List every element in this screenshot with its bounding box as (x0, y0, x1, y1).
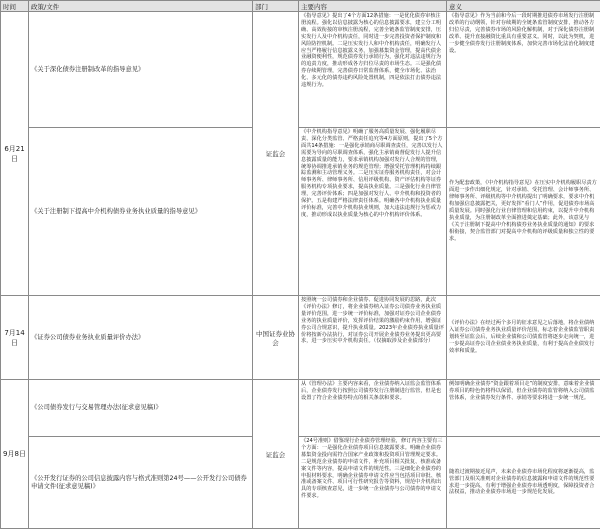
policy-cell: 《公司债券发行与交易管理办法(征求意见稿)》 (29, 380, 253, 437)
content-cell: 从《管理办法》主要内容来看，企业债券纳入证监会监管体系后，企业债券发行按照公司债券发行注册制进行监管，但是也设置了符合企业债券特点的相关条款和要求。 (299, 380, 447, 437)
date-cell: 6月21日 (1, 12, 29, 296)
content-cell: 《中介机构指导意见》明确了服务高质量发展、强化履职尽责、深化分类监管、严格责任追究等4方面原则，提出了5个方面共14条措施：一是强化承销商尽职调查责任，完善以发行人需要为导向的尽职调查体系，强化主承销商督促发行人提升信息披露质量的能力，要求承销机构加强对发行人合规的管理，统筹协调推进承销业务的规范管理；增强受托管理机构持续跟踪监测和主动管理义务。二是压实证券服务机构责任，对会计师事务所、律师事务所、信用评级机构、资产评估机构等证券服务机构专项执业要求，提高执业质量。三是强化行业自律管理，完善评价体系；四是加强对发行人、中介机构和投资者的保护。五是构建严格法律责任体系。明确各中介机构执业质量评价标准，完善中介机构执业规则，加大违法违规行为惩戒力度，推动形成以执业质量为核心的中介机构评价体系。 (299, 128, 447, 296)
policy-cell: 《公开发行证券的公司信息披露内容与格式准则第24号——公开发行公司债券申请文件(征求意见稿)》 (29, 437, 253, 529)
dept-cell: 证监会 (253, 380, 299, 529)
table-row (1, 296, 600, 380)
table-row (1, 128, 600, 296)
dept-cell: 中国证券业协会 (253, 296, 299, 380)
meaning-cell: 作为配套政策，《中介机构指导意见》在压实中介机构履职尽责方面进一步作出细化规定，针对承销、受托管理、会计师事务所、律师事务所、评级机构等中介机构提出了明确要求，要求中介机构加强信息披露把关，更好发挥“看门人”作用，促进债券市场高质量发展。同时强化行业自律管理和信用约束，以提升中介机构执业质量，为注册制改革全面推进奠定基础；此外，该意见与《关于注册制下提高中介机构债券业务执业质量的通知》的要求相衔接，契合监管部门对提高中介机构的评级质量和独立性的要求。 (447, 128, 600, 296)
table-row (1, 380, 600, 437)
date-cell: 7月14日 (1, 296, 29, 380)
meaning-cell: 随着过渡期接近尾声，未来企业债券市场化程度将逐渐提高，监管部门及相关准则对企业债券的信息披露和申请文件的规范性要求进一步提高，有利于增强企业债券市场透明度，保障投资者合法权益，推动企业债券市场进一步规范化发展。 (447, 437, 600, 529)
content-cell: 《指导意见》提出了4个方面12条措施：一是优化债券审核注册流程。强化以信息披露为核心的信息披露要求，建立分工明确、高效衔接的审核注册流程，完善全链条监管制度安排，压实发行人及中介机构责任，同时进一步完善投资者保护制度和风险防控机制。二是压实发行人和中介机构责任，明确发行人应当严格履行信息披露义务，加强募集资金管理，提高代债企业融资便利性，规范债券发行承销行为，强化对违法违规行为的追责力度，推动形成各方归位尽责的市场生态。三是强化债券存续期管理，完善债券日常监督体系，健全市场化、法治化、多元化的债券违约风险处置机制，四是依法打击债券违法违规行为。 (299, 12, 447, 128)
dept-cell: 证监会 (253, 12, 299, 296)
header-dept: 部门 (253, 1, 299, 12)
meaning-cell: 《指导意见》作为当前和今后一段时期推进债券市场发行注册制改革的行动纲领，针对存续期的全链条监管制度安排，推动各方归位尽责，完善债券市场的风险化解机制，对于深化债券注册制改革、提升直接融资比重具有重要意义。同时，以此为契机，进一步健全债券发行注册制度体系，加快完善市场化法治化制度建设。 (447, 12, 600, 128)
table-row (1, 437, 600, 529)
header-content: 主要内容 (299, 1, 447, 12)
content-cell: 《24号准则》借鉴现行企业债券管理经验，修订内容主要有三个方面：一是强化企业债券项目信息披露要求。明确企业债券募集资金投向需符合国家产业政策和投资项目管理规定要求。二是规范企业债券的申请文件，补充项目相关批复、核准或备案文件等内容，提高申请文件的规范性。三是细化企业债券的申报材料要求，明确企业债券申请文件应当包括项目审批、核准或备案文件、项目可行性研究报告等资料，规范中介机构出具的专项核查意见，进一步统一企业债券与公司债券的申请文件要求。 (299, 437, 447, 529)
header-meaning: 意义 (447, 1, 600, 12)
policy-cell: 《关于深化债券注册制改革的指导意见》 (29, 12, 253, 128)
meaning-cell: 例如明确企业债券“资金跟着项目走”的制度安排，意味着企业债券项目的特色仍将得以保留，但企业债券的监管将纳入公司债监管体系，企业债券发行条件、承销等要求将进一步统一规范。 (447, 380, 600, 437)
header-policy: 政策/文件 (29, 1, 253, 12)
content-cell: 按照统一公司债券和企业债券、促进协同发展的思路，此次《评价办法》修订，将企业债券纳入证券公司债券业务执业质量评价范围，进一步统一评价标准，加强对证券公司企业债券业务的执业质量评价，发挥评价结果的激励约束作用，增强证券公司合规意识，提升执业质量。2023年企业债券执业质量评价将按新办法执行，对证券公司开展企业债券业务提出更高要求，进一步压实中介机构责任。（仅摘取涉及企业债部分） (299, 296, 447, 380)
meaning-cell: 《评价办法》在经过两个多月的征求意见之后落地，将企业债纳入证券公司债券业务执业质量评价范围，标志着企业债监管职责划转至证监会后，后续企业债和公司债监管将逐步走向统一，进一步提高证券公司企业债业务执业质量，有利于提高企业债发行效率和质量。 (447, 296, 600, 380)
table-row (1, 12, 600, 128)
date-cell: 9月8日 (1, 380, 29, 529)
policy-cell: 《证券公司债券业务执业质量评价办法》 (29, 296, 253, 380)
header-date: 时间 (1, 1, 29, 12)
policy-cell: 《关于注册制下提高中介机构债券业务执业质量的指导意见》 (29, 128, 253, 296)
header-row (1, 1, 600, 12)
